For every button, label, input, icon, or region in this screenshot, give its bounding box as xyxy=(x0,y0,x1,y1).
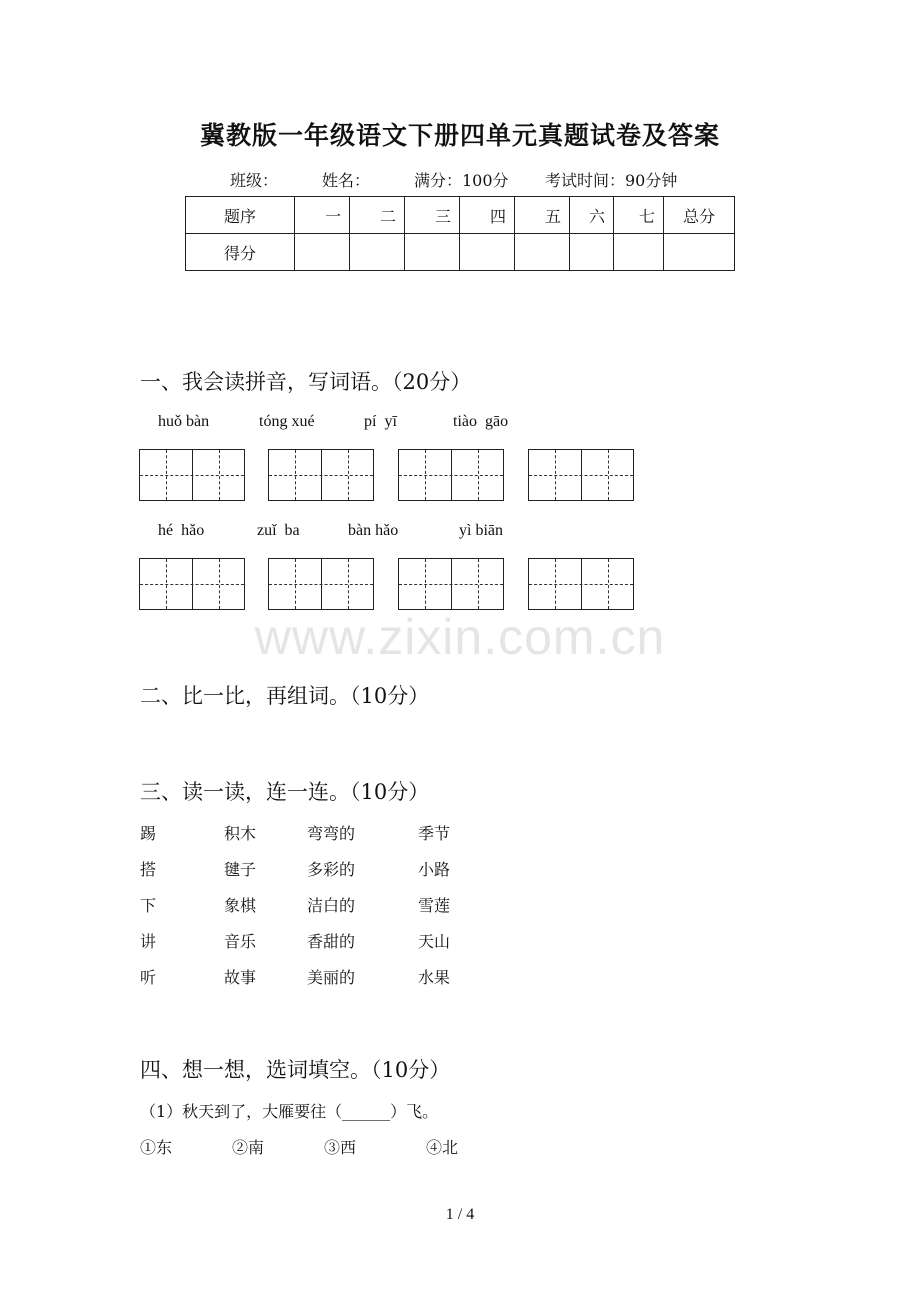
match-word[interactable]: 洁白的 xyxy=(307,896,356,915)
match-word[interactable]: 天山 xyxy=(418,932,451,951)
page-title: 冀教版一年级语文下册四单元真题试卷及答案 xyxy=(199,121,720,150)
answer-option[interactable]: ②南 xyxy=(232,1138,265,1157)
score-cell[interactable] xyxy=(515,234,570,271)
score-table xyxy=(185,196,735,271)
name-label: 姓名： xyxy=(322,171,371,190)
table-cell: 六 xyxy=(570,197,614,234)
table-cell: 五 xyxy=(515,197,570,234)
match-word[interactable]: 音乐 xyxy=(224,932,257,951)
table-cell: 得分 xyxy=(186,234,295,271)
match-word[interactable]: 雪莲 xyxy=(418,896,451,915)
match-word[interactable]: 季节 xyxy=(418,824,451,843)
score-cell[interactable] xyxy=(570,234,614,271)
class-label: 班级： xyxy=(230,171,279,190)
answer-option[interactable]: ③西 xyxy=(324,1138,357,1157)
writing-grid[interactable] xyxy=(139,449,245,501)
pinyin-label: hé hǎo xyxy=(158,522,205,539)
pinyin-label: huǒ bàn xyxy=(158,413,210,430)
page-number: 1 / 4 xyxy=(445,1206,475,1223)
score-cell[interactable] xyxy=(664,234,735,271)
writing-grid[interactable] xyxy=(398,558,504,610)
pinyin-label: zuǐ ba xyxy=(257,522,300,539)
table-cell: 总分 xyxy=(664,197,735,234)
pinyin-label: yì biān xyxy=(459,522,503,539)
match-word[interactable]: 下 xyxy=(140,896,157,915)
pinyin-label: tóng xué xyxy=(259,413,315,430)
table-row xyxy=(186,197,735,234)
match-word[interactable]: 象棋 xyxy=(224,896,257,915)
match-word[interactable]: 多彩的 xyxy=(307,860,356,879)
match-word[interactable]: 踢 xyxy=(140,824,157,843)
writing-grid[interactable] xyxy=(139,558,245,610)
table-cell: 七 xyxy=(614,197,664,234)
table-cell: 题序 xyxy=(186,197,295,234)
exam-time-label: 考试时间：90分钟 xyxy=(545,171,678,190)
full-score-label: 满分：100分 xyxy=(414,171,509,190)
watermark: www.zixin.com.cn xyxy=(254,609,666,665)
match-word[interactable]: 小路 xyxy=(418,860,451,879)
pinyin-label: bàn hǎo xyxy=(348,522,399,539)
score-cell[interactable] xyxy=(460,234,515,271)
match-word[interactable]: 故事 xyxy=(224,968,257,987)
section2-heading: 二、比一比，再组词。（10分） xyxy=(140,684,430,708)
table-row xyxy=(186,234,735,271)
table-cell: 四 xyxy=(460,197,515,234)
section3-heading: 三、读一读，连一连。（10分） xyxy=(140,780,430,804)
table-cell: 三 xyxy=(405,197,460,234)
score-cell[interactable] xyxy=(405,234,460,271)
writing-grid[interactable] xyxy=(398,449,504,501)
question-text: （1）秋天到了，大雁要往（______）飞。 xyxy=(140,1102,439,1121)
writing-grid[interactable] xyxy=(268,558,374,610)
pinyin-label: pí yī xyxy=(364,413,397,430)
table-cell: 二 xyxy=(350,197,405,234)
match-word[interactable]: 听 xyxy=(140,968,157,987)
match-word[interactable]: 香甜的 xyxy=(307,932,356,951)
pinyin-label: tiào gāo xyxy=(453,413,509,430)
score-cell[interactable] xyxy=(614,234,664,271)
writing-grid[interactable] xyxy=(528,449,634,501)
match-word[interactable]: 毽子 xyxy=(224,860,257,879)
score-cell[interactable] xyxy=(295,234,350,271)
writing-grid[interactable] xyxy=(268,449,374,501)
match-word[interactable]: 水果 xyxy=(418,968,451,987)
match-word[interactable]: 弯弯的 xyxy=(307,824,356,843)
section4-heading: 四、想一想，选词填空。（10分） xyxy=(140,1058,451,1082)
writing-grid[interactable] xyxy=(528,558,634,610)
match-word[interactable]: 积木 xyxy=(224,824,257,843)
score-cell[interactable] xyxy=(350,234,405,271)
match-word[interactable]: 美丽的 xyxy=(307,968,356,987)
match-word[interactable]: 搭 xyxy=(140,860,157,879)
section1-heading: 一、我会读拼音，写词语。（20分） xyxy=(140,370,472,394)
table-cell: 一 xyxy=(295,197,350,234)
answer-option[interactable]: ④北 xyxy=(426,1138,459,1157)
match-word[interactable]: 讲 xyxy=(140,932,157,951)
answer-option[interactable]: ①东 xyxy=(140,1138,173,1157)
